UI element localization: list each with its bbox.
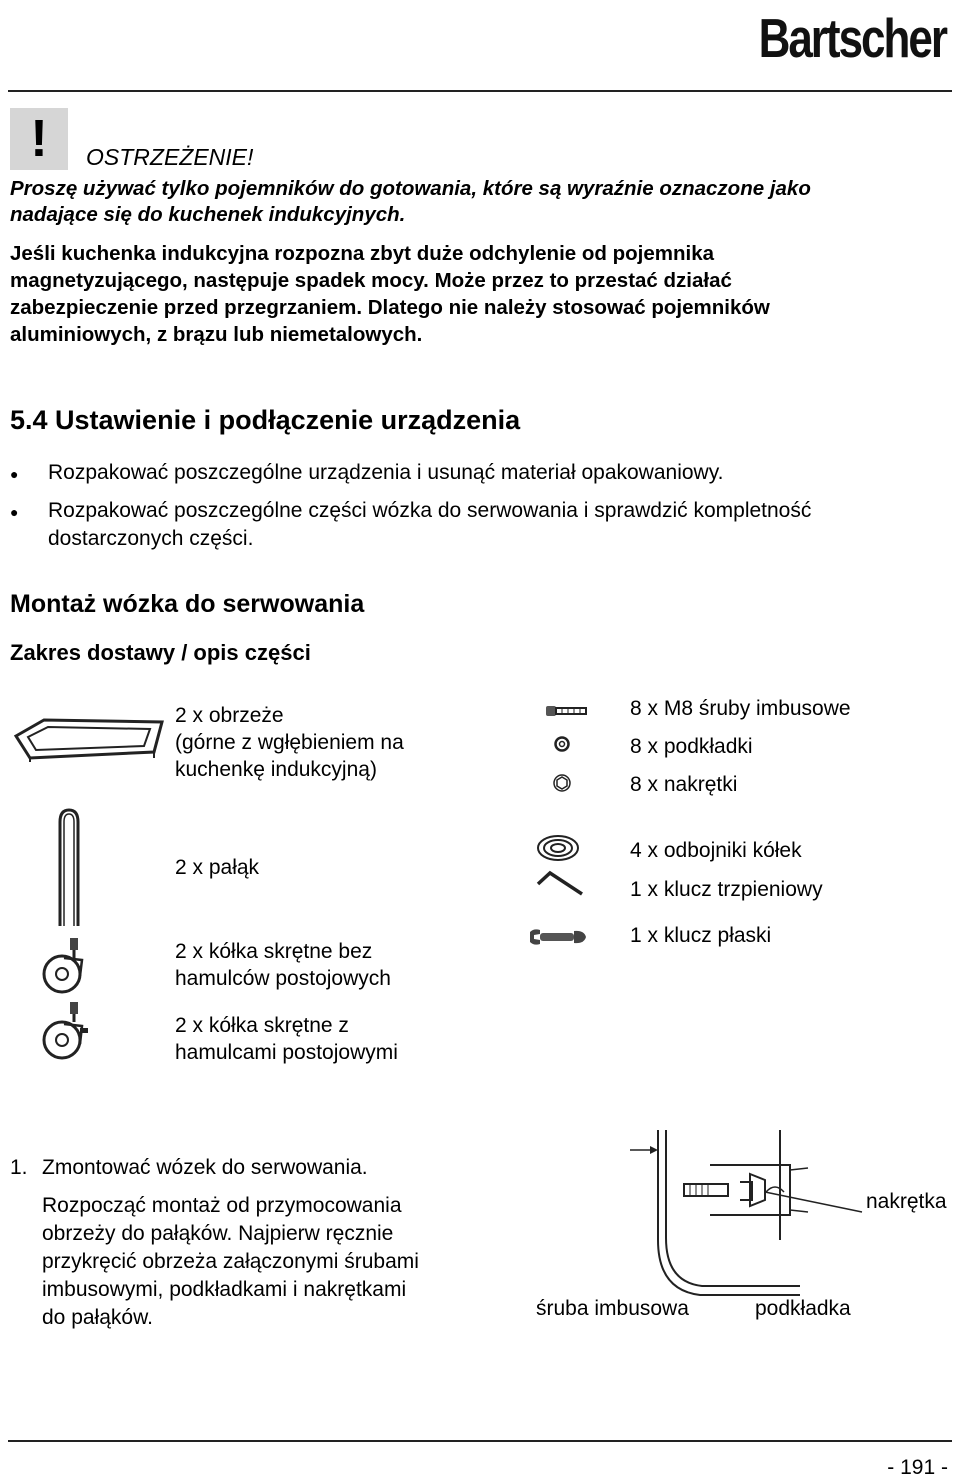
info-text-line: magnetyzującego, następuje spadek mocy. Może przez to przestać działać (10, 269, 732, 292)
part-label: 4 x odbojniki kółek (630, 839, 802, 862)
brand-logo (736, 2, 946, 72)
info-text-line: aluminiowych, z brązu lub niemetalowych. (10, 323, 423, 346)
page-number: - 191 - (887, 1456, 948, 1479)
warning-text-line: Proszę używać tylko pojemników do gotowania, które są wyraźnie oznaczone jako (10, 177, 811, 200)
figure-label-washer: podkładka (755, 1297, 851, 1320)
part-label: 1 x klucz płaski (630, 924, 772, 947)
part-label: 8 x podkładki (630, 735, 753, 758)
section-heading: 5.4 Ustawienie i podłączenie urządzenia (10, 405, 521, 435)
figure-label-nut: nakrętka (866, 1190, 947, 1213)
assembly-heading: Montaż wózka do serwowania (10, 590, 365, 618)
header-rule (8, 90, 952, 92)
step-description: Rozpocząć montaż od przymocowania obrzeży do pałąków. Najpierw ręcznie przykręcić obrzeża załączonymi śrubami imbusowymi, podkładkami i nakrętkami do pałąków. (42, 1194, 419, 1329)
bullet-text: Rozpakować poszczególne urządzenia i usunąć materiał opakowaniowy. (48, 461, 724, 484)
part-label: 2 x obrzeże (górne z wgłębieniem na kuchenkę indukcyjną) (175, 704, 404, 781)
assembly-subheading: Zakres dostawy / opis części (10, 640, 311, 665)
info-text-line: Jeśli kuchenka indukcyjna rozpozna zbyt duże odchylenie od pojemnika (10, 242, 714, 265)
caster-brake-icon (40, 1000, 90, 1060)
bumper-icon (536, 834, 580, 862)
bullet-icon: ● (10, 466, 19, 482)
nut-icon (553, 774, 571, 792)
brand-logo-text: Bartscher (758, 8, 946, 70)
warning-text-line: nadające się do kuchenek indukcyjnych. (10, 203, 406, 226)
part-label: 2 x kółka skrętne bez hamulców postojowych (175, 940, 391, 990)
screw-icon (544, 703, 588, 719)
bullet-text: dostarczonych części. (48, 527, 254, 550)
part-label: 1 x klucz trzpieniowy (630, 878, 823, 901)
part-label: 2 x kółka skrętne z hamulcami postojowymi (175, 1014, 398, 1064)
u-bracket-icon (54, 808, 84, 928)
warning-title: OSTRZEŻENIE! (86, 144, 254, 170)
figure-label-screw: śruba imbusowa (536, 1297, 689, 1320)
caster-icon (40, 936, 90, 994)
part-label: 8 x M8 śruby imbusowe (630, 697, 851, 720)
wrench-icon (528, 926, 588, 948)
part-label: 2 x pałąk (175, 856, 260, 879)
footer-rule (8, 1440, 952, 1442)
part-label: 8 x nakrętki (630, 773, 738, 796)
bullet-icon: ● (10, 504, 19, 520)
step-number: 1. (10, 1156, 28, 1179)
info-text-line: zabezpieczenie przed przegrzaniem. Dlatego nie należy stosować pojemników (10, 296, 770, 319)
hex-key-icon (536, 870, 584, 896)
washer-icon (554, 736, 570, 752)
warning-icon: ! (10, 108, 68, 170)
step-title: Zmontować wózek do serwowania. (42, 1156, 368, 1179)
bullet-text: Rozpakować poszczególne części wózka do serwowania i sprawdzić kompletność (48, 499, 812, 522)
frame-icon (14, 718, 164, 762)
